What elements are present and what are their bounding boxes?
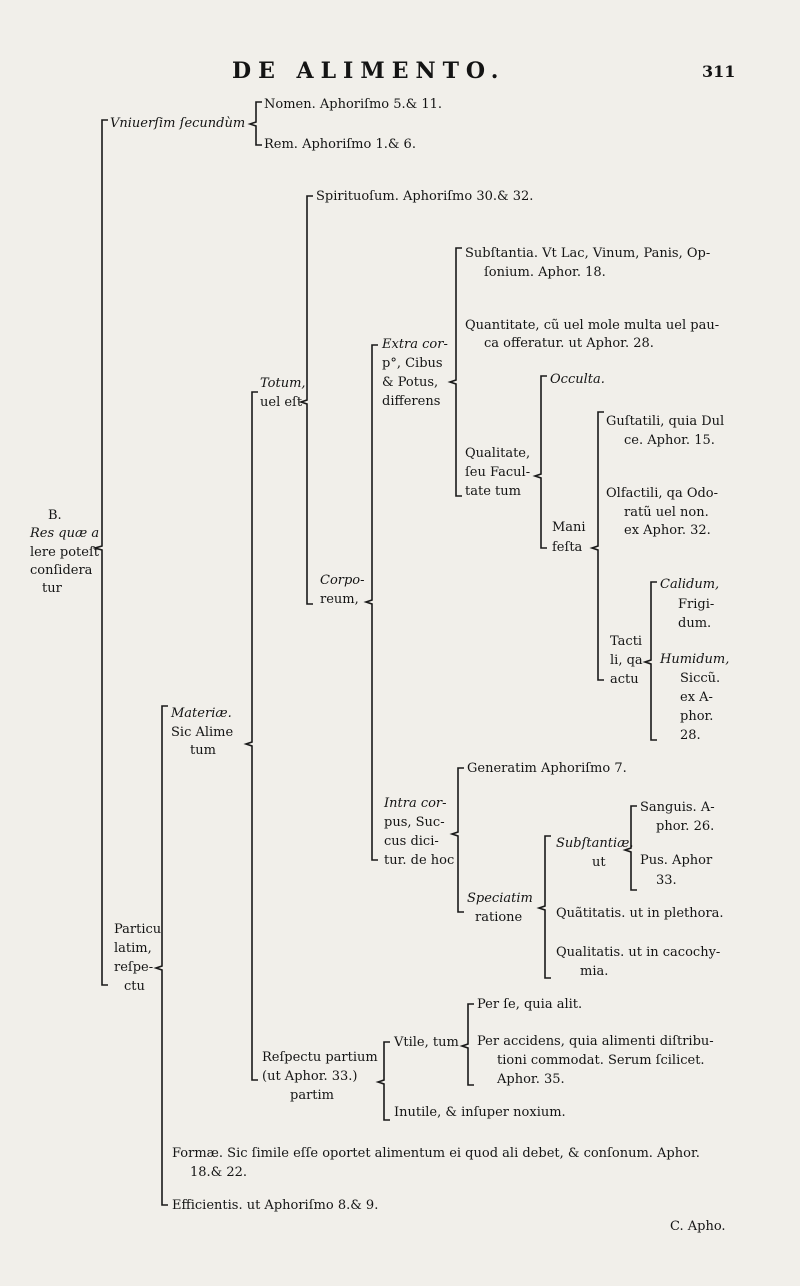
running-head: DE ALIMENTO. <box>232 58 506 84</box>
per-se: Per ſe, quia alit. <box>477 997 583 1012</box>
inutile: Inutile, & inſuper noxium. <box>394 1105 566 1120</box>
quantitatis: Quãtitatis. ut in plethora. <box>556 906 724 921</box>
page-number: 311 <box>702 62 736 81</box>
efficientis: Efficientis. ut Aphoriſmo 8.& 9. <box>172 1198 379 1213</box>
universim-rem: Rem. Aphoriſmo 1.& 6. <box>264 137 416 152</box>
catchword: C. Apho. <box>670 1219 726 1234</box>
generatim: Generatim Aphoriſmo 7. <box>467 761 627 776</box>
universim-label: Vniuerſim ſecundùm <box>110 116 246 131</box>
universim-nomen: Nomen. Aphoriſmo 5.& 11. <box>264 97 443 112</box>
spirituosum: Spirituoſum. Aphoriſmo 30.& 32. <box>316 189 534 204</box>
occulta: Occulta. <box>550 372 605 387</box>
book-page: DE ALIMENTO. 311 B. Res quæ a lere poteſt conſidera tur Vniuerſim ſecundùm Nomen. Aphoriſmo 5.& 11. Rem. Aphoriſmo 1.& 6. Spirituoſum. Aphoriſmo 30.& 32. Subſtantia. Vt Lac, Vinum, Panis, Op- ſonium. Aphor. 18. Quantitate, cũ uel mole multa uel pau- ca offeratur. ut Aphor. 28. Extra cor- p°, Cibus & Potus, differens Totum, uel eſt Occulta. Guſtatili, quia Dul ce. Aphor. 15. Qualitate, ſeu Facul- tate tum Olfactili, qa Odo- ratũ uel non. ex Aphor. 32. Mani feſta Corpo- reum, Calidum, Frigi- dum. Tacti li, qa actu Humidum, Siccũ. ex A- phor. 28. Materiæ. Sic Alime tum Generatim Aphoriſmo 7. Sanguis. A- phor. 26. Intra cor- pus, Suc- cus dici- tur. de hoc Subſtantiæ. ut Pus. Aphor 33. Speciatim ratione Quãtitatis. ut in plethora. Qualitatis. ut in cacochy- mia. Particu latim, reſpe- ctu Per ſe, quia alit. Per accidens, quia alimenti diſtribu- tioni commodat. Serum ſcilicet. Aphor. 35. Vtile, tum Reſpectu partium (ut Aphor. 33.) partim Inutile, & inſuper noxium. Formæ. Sic ſimile eſſe oportet alimentum ei quod ali debet, & conſonum. Aphor. 18.& 22. Efficientis. ut Aphoriſmo 8.& 9. C. Apho. <box>0 0 800 1286</box>
utile: Vtile, tum <box>394 1035 459 1050</box>
